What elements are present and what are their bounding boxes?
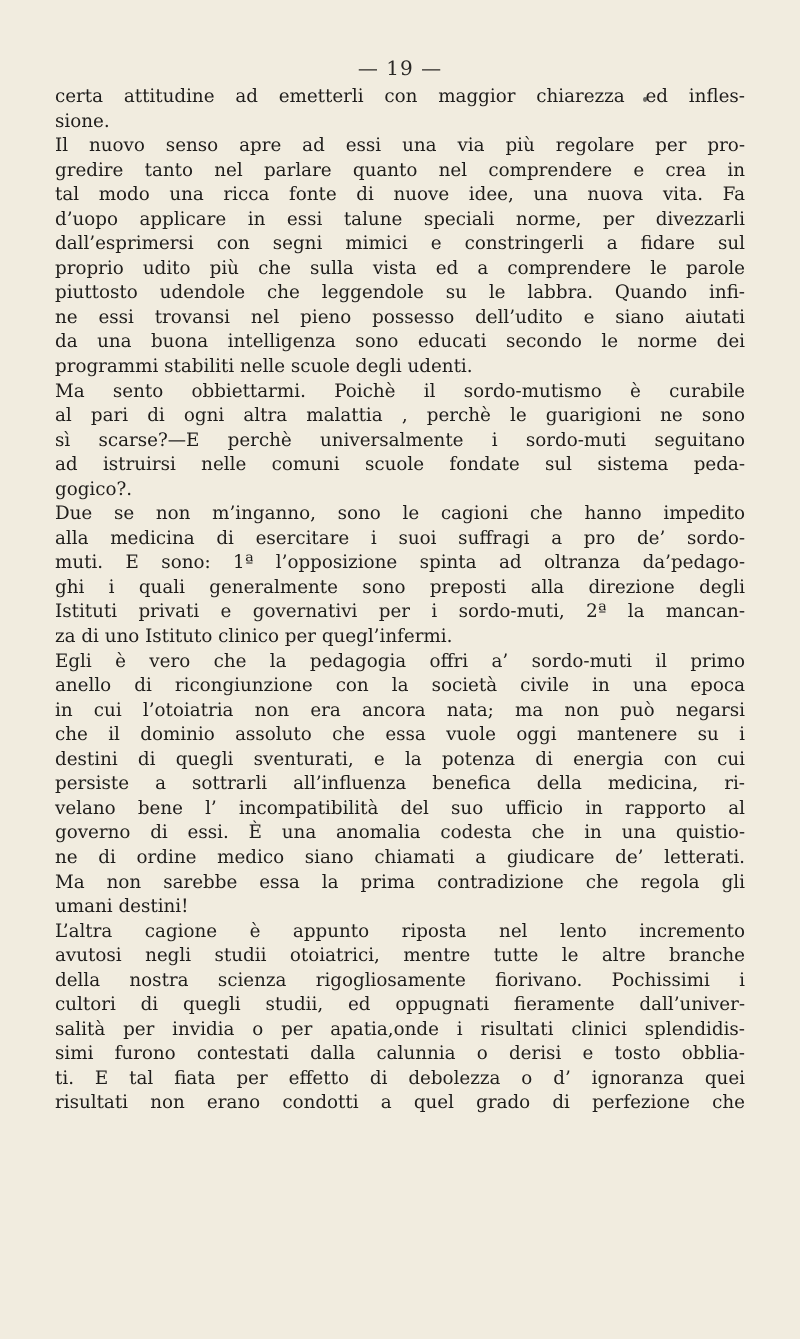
text-line: della nostra scienza rigogliosamente fiorivano. Pochissimi i <box>55 969 745 991</box>
text-line: Egli è vero che la pedagogia offri a’ sordo-muti il primo <box>55 650 745 672</box>
text-line: za di uno Istituto clinico per quegl’infermi. <box>55 626 453 648</box>
text-line: ti. E tal fiata per effetto di debolezza o d’ ignoranza quei <box>55 1067 745 1089</box>
text-line: gredire tanto nel parlare quanto nel comprendere e crea in <box>55 159 745 181</box>
text-line: anello di ricongiunzione con la società civile in una epoca <box>55 675 745 697</box>
text-line: al pari di ogni altra malattia , perchè le guarigioni ne sono <box>55 405 745 427</box>
text-line: alla medicina di esercitare i suoi suffragi a pro de’ sordo- <box>55 527 745 549</box>
text-line: che il dominio assoluto che essa vuole oggi mantenere su i <box>55 724 745 746</box>
text-line: governo di essi. È una anomalia codesta che in una quistio- <box>55 822 745 844</box>
text-line: Il nuovo senso apre ad essi una via più regolare per pro- <box>55 135 745 157</box>
text-line: in cui l’otoiatria non era ancora nata; ma non può negarsi <box>55 699 745 721</box>
text-line: sì scarse?—E perchè universalmente i sordo-muti seguitano <box>55 429 745 451</box>
text-line: umani destini! <box>55 896 189 918</box>
text-line: da una buona intelligenza sono educati secondo le norme dei <box>55 331 745 353</box>
text-line: ne essi trovansi nel pieno possesso dell’udito e siano aiutati <box>55 306 745 328</box>
text-line: ad istruirsi nelle comuni scuole fondate sul sistema peda- <box>55 454 745 476</box>
text-line: proprio udito più che sulla vista ed a comprendere le parole <box>55 257 745 279</box>
text-line: dall’esprimersi con segni mimici e constringerli a fidare sul <box>55 233 745 255</box>
text-line: ghi i quali generalmente sono preposti alla direzione degli <box>55 576 745 598</box>
text-line: Ma non sarebbe essa la prima contradizione che regola gli <box>55 871 745 893</box>
text-line: simi furono contestati dalla calunnia o derisi e tosto obblia- <box>55 1043 745 1065</box>
text-line: ne di ordine medico siano chiamati a giudicare de’ letterati. <box>55 846 745 868</box>
text-line: tal modo una ricca fonte di nuove idee, una nuova vita. Fa <box>55 184 745 206</box>
page-number: — 19 — <box>357 56 443 80</box>
text-line: gogico?. <box>55 478 133 500</box>
text-line: risultati non erano condotti a quel grado di perfezione che <box>55 1092 745 1114</box>
text-line: Ma sento obbiettarmi. Poichè il sordo-mutismo è curabile <box>55 380 745 402</box>
text-line: persiste a sottrarli all’influenza benefica della medicina, ri- <box>55 773 745 795</box>
text-line: cultori di quegli studii, ed oppugnati fieramente dall’univer- <box>55 994 745 1016</box>
body-text <box>55 85 745 1116</box>
text-line: d’uopo applicare in essi talune speciali norme, per divezzarli <box>55 208 745 230</box>
text-line: Istituti privati e governativi per i sordo-muti, 2ª la mancan- <box>55 601 745 623</box>
text-line: piuttosto udendole che leggendole su le labbra. Quando infi- <box>55 282 745 304</box>
text-line: velano bene l’ incompatibilità del suo ufficio in rapporto al <box>55 797 745 819</box>
text-line: avutosi negli studii otoiatrici, mentre tutte le altre branche <box>55 945 745 967</box>
text-line: L’altra cagione è appunto riposta nel lento incremento <box>55 920 745 942</box>
text-line: salità per invidia o per apatia,onde i risultati clinici splendidis- <box>55 1018 745 1040</box>
text-line: destini di quegli sventurati, e la potenza di energia con cui <box>55 748 745 770</box>
text-line: certa attitudine ad emetterli con maggior chiarezza ed infles- <box>55 86 745 107</box>
text-line: sione. <box>55 110 110 132</box>
text-line: muti. E sono: 1ª l’opposizione spinta ad oltranza da’pedago- <box>55 552 745 574</box>
text-line: programmi stabiliti nelle scuole degli udenti. <box>55 356 473 378</box>
text-line: Due se non m’inganno, sono le cagioni che hanno impedito <box>55 503 745 525</box>
